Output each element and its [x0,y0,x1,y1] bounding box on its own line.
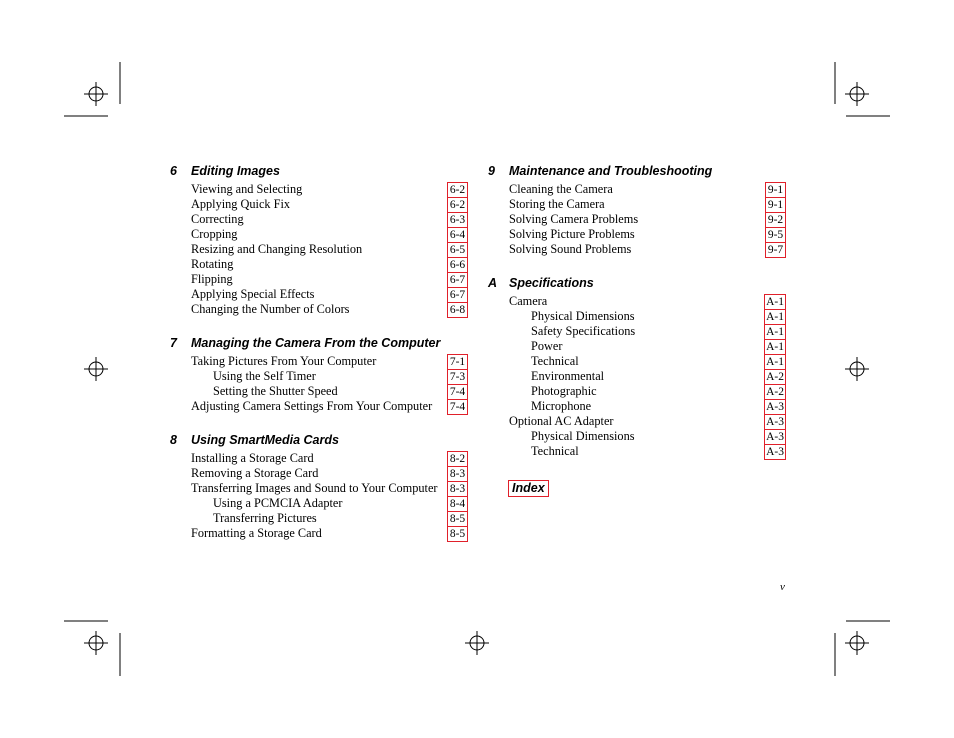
toc-entry-title: Photographic [531,384,597,398]
toc-entry-title: Taking Pictures From Your Computer [191,354,377,368]
page-link[interactable]: A-2 [766,386,784,398]
page-link[interactable]: A-2 [766,371,784,383]
page-link[interactable]: 7-3 [447,369,468,385]
page-link[interactable]: 8-5 [447,511,468,527]
toc-entry [170,451,470,466]
toc-entry-title: Flipping [191,272,233,286]
page-number: v [780,581,785,593]
toc-entry [170,496,470,511]
registration-mark-icon [845,357,869,381]
page-link[interactable]: A-3 [766,431,784,443]
toc-entry [170,369,470,384]
toc-entry [170,287,470,302]
toc-section [170,431,470,541]
page-link[interactable]: 9-7 [765,242,786,258]
section-title: Managing the Camera From the Computer [191,336,441,350]
toc-entry [488,444,788,459]
toc-entry [488,384,788,399]
page-link[interactable]: 6-7 [447,287,468,303]
page-link[interactable]: 7-4 [447,384,468,400]
page-link[interactable]: 6-2 [447,197,468,213]
toc-entry-title: Correcting [191,212,244,226]
section-heading[interactable] [170,431,470,449]
toc-section [170,162,470,317]
page-link[interactable]: 6-2 [447,182,468,198]
toc-entry [488,369,788,384]
toc-entry-title: Viewing and Selecting [191,182,303,196]
section-heading[interactable] [488,274,788,292]
toc-entry-title: Physical Dimensions [531,429,635,443]
toc-entry-title: Solving Camera Problems [509,212,639,226]
toc-entry-title: Cropping [191,227,238,241]
toc-entry-title: Solving Picture Problems [509,227,635,241]
toc-entry [170,466,470,481]
toc-entry [170,242,470,257]
toc-entry-title: Applying Quick Fix [191,197,291,211]
toc-entry [170,212,470,227]
toc-entry [170,182,470,197]
registration-mark-icon [845,631,869,655]
toc-entry [488,354,788,369]
toc-entry [488,339,788,354]
page-link[interactable]: 8-4 [447,496,468,512]
registration-mark-icon [84,357,108,381]
section-title: Specifications [509,276,594,290]
page-link[interactable]: 8-3 [447,481,468,497]
page-link[interactable]: A-3 [766,446,784,458]
section-heading[interactable] [488,162,788,180]
section-number: A [488,276,498,290]
toc-entry-title: Solving Sound Problems [509,242,632,256]
index-link[interactable]: Index [508,480,549,497]
toc-entry [170,272,470,287]
section-number: 6 [170,164,177,178]
toc-entry [488,227,788,242]
page-link[interactable]: 8-5 [447,526,468,542]
toc-entry-title: Resizing and Changing Resolution [191,242,363,256]
page-link[interactable]: 9-1 [765,197,786,213]
toc-entry [170,384,470,399]
page-link[interactable]: 7-1 [447,354,468,370]
toc-entry-title: Safety Specifications [531,324,636,338]
section-title: Editing Images [191,164,280,178]
section-heading[interactable] [170,334,470,352]
toc-entry-title: Cleaning the Camera [509,182,613,196]
page-link[interactable]: 8-2 [447,451,468,467]
toc-entry [488,212,788,227]
page-link[interactable]: 6-5 [447,242,468,258]
page-link[interactable]: A-3 [766,416,784,428]
page-link[interactable]: A-1 [766,326,784,338]
section-number: 9 [488,164,495,178]
toc-entry-title: Physical Dimensions [531,309,635,323]
registration-mark-icon [84,631,108,655]
section-number: 7 [170,336,177,350]
page-link[interactable]: 6-4 [447,227,468,243]
toc-entry [488,182,788,197]
toc-entry [488,294,788,309]
toc-entry-title: Environmental [531,369,605,383]
toc-entry-title: Using the Self Timer [213,369,316,383]
toc-entry-title: Removing a Storage Card [191,466,319,480]
page-link[interactable]: 6-7 [447,272,468,288]
toc-entry [488,414,788,429]
toc-entry [170,227,470,242]
page-link[interactable]: 9-2 [765,212,786,228]
toc-entry-title: Technical [531,354,579,368]
toc-entry [170,526,470,541]
toc-entry [488,399,788,414]
toc-entry [170,481,470,496]
toc-entry [170,399,470,414]
toc-column-right [488,162,788,497]
toc-entry [170,511,470,526]
page-link[interactable]: 9-1 [765,182,786,198]
page-link[interactable]: A-1 [766,296,784,308]
toc-entry-title: Camera [509,294,548,308]
section-number: 8 [170,433,177,447]
page-link[interactable]: 6-6 [447,257,468,273]
page-link[interactable]: A-3 [766,401,784,413]
page-link[interactable]: 7-4 [447,399,468,415]
toc-entry-title: Storing the Camera [509,197,605,211]
page-link[interactable]: 9-5 [765,227,786,243]
toc-section [488,274,788,459]
page-link[interactable]: A-1 [766,341,784,353]
toc-entry-title: Rotating [191,257,234,271]
toc-entry-title: Optional AC Adapter [509,414,614,428]
registration-mark-icon [465,631,489,655]
page-link[interactable]: 6-3 [447,212,468,228]
section-title: Maintenance and Troubleshooting [509,164,713,178]
toc-entry-title: Transferring Pictures [213,511,317,525]
toc-entry-title: Changing the Number of Colors [191,302,350,316]
toc-section [488,162,788,257]
toc-entry-title: Power [531,339,563,353]
section-title: Using SmartMedia Cards [191,433,339,447]
registration-mark-icon [84,82,108,106]
page-link[interactable]: 6-8 [447,302,468,318]
page-link[interactable]: A-1 [766,311,784,323]
page-link[interactable]: A-1 [766,356,784,368]
toc-column-left [170,162,470,558]
toc-entry-title: Using a PCMCIA Adapter [213,496,343,510]
toc-entry-title: Technical [531,444,579,458]
toc-entry [488,242,788,257]
toc-entry [488,197,788,212]
toc-entry-title: Formatting a Storage Card [191,526,322,540]
toc-entry [488,309,788,324]
page-link[interactable]: 8-3 [447,466,468,482]
toc-entry [170,302,470,317]
toc-entry [170,354,470,369]
toc-entry-title: Applying Special Effects [191,287,315,301]
toc-entry [170,197,470,212]
toc-section [170,334,470,414]
toc-entry-title: Transferring Images and Sound to Your Computer [191,481,438,495]
section-heading[interactable] [170,162,470,180]
toc-entry-title: Adjusting Camera Settings From Your Computer [191,399,433,413]
toc-entry [488,429,788,444]
toc-entry-title: Microphone [531,399,592,413]
registration-mark-icon [845,82,869,106]
toc-entry [170,257,470,272]
toc-entry-title: Installing a Storage Card [191,451,314,465]
toc-entry [488,324,788,339]
toc-entry-title: Setting the Shutter Speed [213,384,338,398]
